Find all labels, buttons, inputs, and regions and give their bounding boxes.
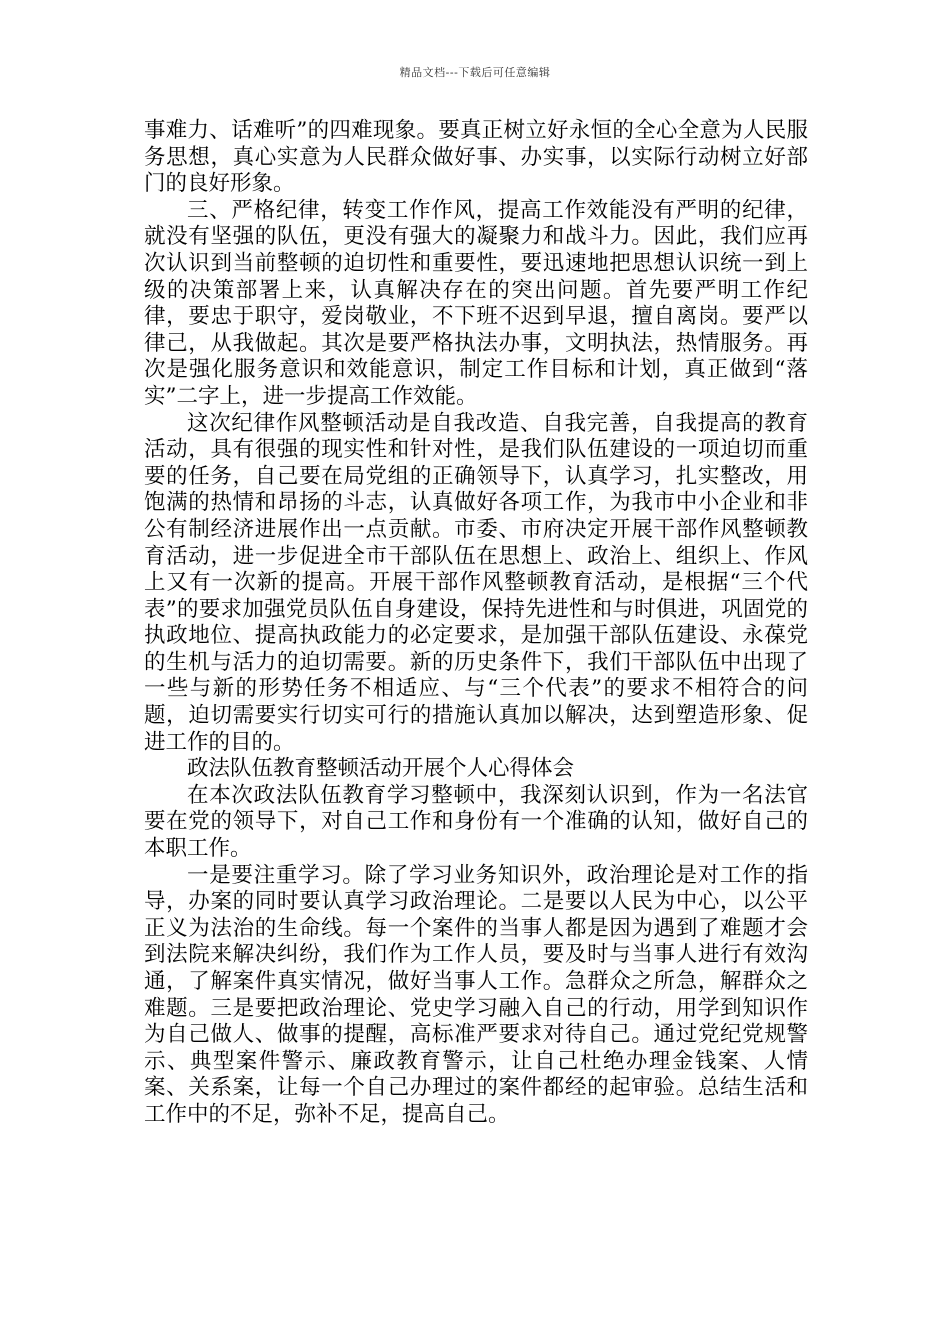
paragraph-intro: 在本次政法队伍教育学习整顿中，我深刻认识到，作为一名法官要在党的领导下，对自己工作和身份有一个准确的认知，做好自己的本职工作。 [144, 782, 808, 862]
document-body [144, 118, 808, 1129]
page-header: 精品文档---下载后可任意编辑 [399, 66, 551, 79]
paragraph-points: 一是要注重学习。除了学习业务知识外，政治理论是对工作的指导，办案的同时要认真学习政治理论。二是要以人民为中心，以公平正义为法治的生命线。每一个案件的当事人都是因为遇到了难题才会到法院来解决纠纷，我们作为工作人员，要及时与当事人进行有效沟通，了解案件真实情况，做好当事人工作。急群众之所急，解群众之难题。三是要把政治理论、党史学习融入自己的行动，用学到知识作为自己做人、做事的提醒，高标准严要求对待自己。通过党纪党规警示、典型案件警示、廉政教育警示，让自己杜绝办理金钱案、人情案、关系案，让每一个自己办理过的案件都经的起审验。总结生活和工作中的不足，弥补不足，提高自己。 [144, 862, 808, 1127]
section-title: 政法队伍教育整顿活动开展个人心得体会 [187, 756, 575, 782]
paragraph-continuation: 事难力、话难听”的四难现象。要真正树立好永恒的全心全意为人民服务思想，真心实意为人民群众做好事、办实事，以实际行动树立好部门的良好形象。 [144, 118, 808, 197]
paragraph-discipline: 三、严格纪律，转变工作作风，提高工作效能没有严明的纪律，就没有坚强的队伍，更没有强大的凝聚力和战斗力。因此，我们应再次认识到当前整顿的迫切性和重要性，要迅速地把思想认识统一到上级的决策部署上来，认真解决存在的突出问题。首先要严明工作纪律，要忠于职守，爱岗敬业，不下班不迟到早退，擅自离岗。要严以律己，从我做起。其次是要严格执法办事，文明执法，热情服务。再次是强化服务意识和效能意识，制定工作目标和计划，真正做到“落实”二字上，进一步提高工作效能。 [144, 197, 808, 409]
paragraph-rectification: 这次纪律作风整顿活动是自我改造、自我完善，自我提高的教育活动，具有很强的现实性和针对性，是我们队伍建设的一项迫切而重要的任务，自己要在局党组的正确领导下，认真学习，扎实整改，用饱满的热情和昂扬的斗志，认真做好各项工作，为我市中小企业和非公有制经济进展作出一点贡献。市委、市府决定开展干部作风整顿教育活动，进一步促进全市干部队伍在思想上、政治上、组织上、作风上又有一次新的提高。开展干部作风整顿教育活动，是根据“三个代表”的要求加强党员队伍自身建设，保持先进性和与时俱进，巩固党的执政地位、提高执政能力的必定要求，是加强干部队伍建设、永葆党的生机与活力的迫切需要。新的历史条件下，我们干部队伍中出现了一些与新的形势任务不相适应、与“三个代表”的要求不相符合的问题，迫切需要实行切实可行的措施认真加以解决，达到塑造形象、促进工作的目的。 [144, 410, 808, 755]
